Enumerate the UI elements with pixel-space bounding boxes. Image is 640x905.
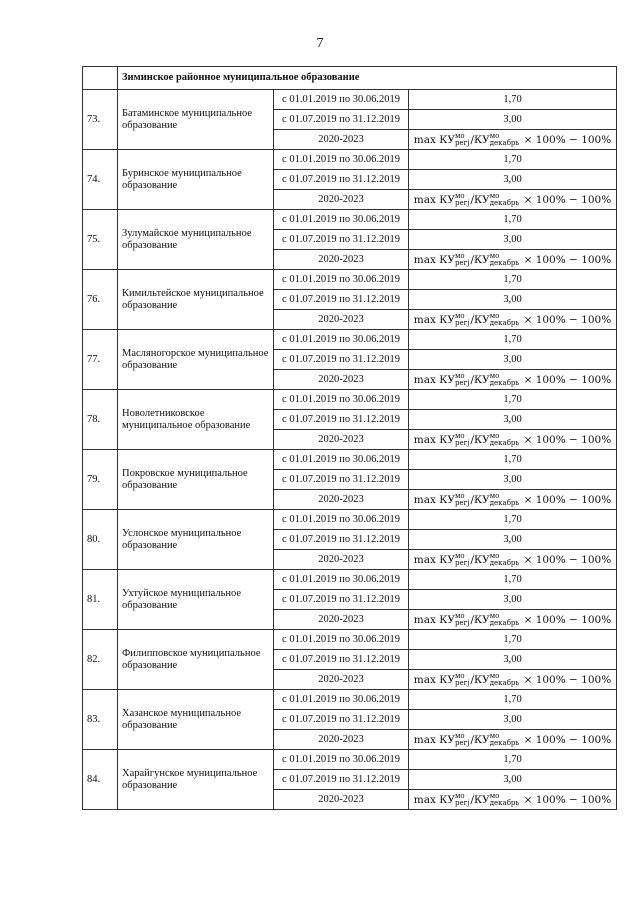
formula	[413, 131, 612, 147]
period-second-half-2019: с 01.07.2019 по 31.12.2019	[274, 290, 409, 310]
formula-sup: мо	[454, 491, 465, 500]
formula-sup: мо	[454, 731, 465, 740]
row-number: 73.	[83, 90, 118, 150]
formula	[413, 791, 612, 807]
formula	[413, 611, 612, 627]
period-second-half-2019: с 01.07.2019 по 31.12.2019	[274, 710, 409, 730]
formula-sub-reg: регj	[454, 678, 470, 687]
period-second-half-2019: с 01.07.2019 по 31.12.2019	[274, 770, 409, 790]
municipality-name: Зулумайское муниципальное образование	[118, 210, 274, 270]
formula-sub-dec: декабрь	[489, 498, 520, 507]
period-second-half-2019: с 01.07.2019 по 31.12.2019	[274, 350, 409, 370]
formula-prefix: max КУ	[413, 613, 455, 626]
municipality-name: Покровское муниципальное образование	[118, 450, 274, 510]
coefficient-formula	[409, 130, 617, 150]
formula-tail: × 100% − 100%	[523, 673, 612, 686]
formula-index-reg	[455, 553, 469, 567]
formula-sup: мо	[454, 791, 465, 800]
coefficient-second-half-2019: 3,00	[409, 590, 617, 610]
period-2020-2023: 2020-2023	[274, 550, 409, 570]
coefficient-formula	[409, 370, 617, 390]
coefficient-second-half-2019: 3,00	[409, 230, 617, 250]
formula-sub-dec: декабрь	[489, 798, 520, 807]
formula-tail: × 100% − 100%	[523, 613, 612, 626]
table-row	[83, 270, 617, 290]
period-2020-2023: 2020-2023	[274, 670, 409, 690]
coefficient-first-half-2019: 1,70	[409, 90, 617, 110]
period-first-half-2019: с 01.01.2019 по 30.06.2019	[274, 750, 409, 770]
formula	[413, 251, 612, 267]
formula-sup: мо	[454, 611, 465, 620]
formula-index-reg	[455, 493, 469, 507]
row-number: 75.	[83, 210, 118, 270]
formula-sub-reg: регj	[454, 198, 470, 207]
period-2020-2023: 2020-2023	[274, 190, 409, 210]
coefficient-second-half-2019: 3,00	[409, 110, 617, 130]
formula-prefix: max КУ	[413, 373, 455, 386]
formula-index-dec	[490, 313, 520, 327]
municipality-name: Новолетниковское муниципальное образование	[118, 390, 274, 450]
formula-index-dec	[490, 493, 520, 507]
formula-tail: × 100% − 100%	[523, 433, 612, 446]
coefficient-first-half-2019: 1,70	[409, 510, 617, 530]
formula-index-dec	[490, 733, 520, 747]
municipality-name: Масляногорское муниципальное образование	[118, 330, 274, 390]
formula-sub-reg: регj	[454, 798, 470, 807]
municipality-name: Буринское муниципальное образование	[118, 150, 274, 210]
row-number: 84.	[83, 750, 118, 810]
formula-sup: мо	[489, 551, 500, 560]
coefficient-formula	[409, 610, 617, 630]
coefficient-formula	[409, 430, 617, 450]
formula-sup: мо	[454, 431, 465, 440]
formula-sup: мо	[489, 311, 500, 320]
formula-slash: /КУ	[470, 733, 490, 746]
formula-prefix: max КУ	[413, 553, 455, 566]
period-second-half-2019: с 01.07.2019 по 31.12.2019	[274, 110, 409, 130]
formula-prefix: max КУ	[413, 433, 455, 446]
formula-index-dec	[490, 193, 520, 207]
period-second-half-2019: с 01.07.2019 по 31.12.2019	[274, 530, 409, 550]
coefficient-first-half-2019: 1,70	[409, 210, 617, 230]
coefficient-first-half-2019: 1,70	[409, 450, 617, 470]
formula-sup: мо	[489, 671, 500, 680]
coefficient-second-half-2019: 3,00	[409, 170, 617, 190]
formula-sup: мо	[454, 191, 465, 200]
row-number: 83.	[83, 690, 118, 750]
formula	[413, 731, 612, 747]
period-first-half-2019: с 01.01.2019 по 30.06.2019	[274, 630, 409, 650]
formula-slash: /КУ	[470, 613, 490, 626]
formula-sup: мо	[454, 311, 465, 320]
table-row	[83, 90, 617, 110]
table-row	[83, 690, 617, 710]
formula-index-dec	[490, 433, 520, 447]
formula-sub-dec: декабрь	[489, 198, 520, 207]
formula-index-reg	[455, 613, 469, 627]
row-number: 79.	[83, 450, 118, 510]
formula-sub-dec: декабрь	[489, 618, 520, 627]
formula-prefix: max КУ	[413, 673, 455, 686]
formula-sub-reg: регj	[454, 138, 470, 147]
district-header-row	[83, 67, 617, 90]
formula	[413, 431, 612, 447]
coefficient-formula	[409, 310, 617, 330]
formula-sup: мо	[489, 191, 500, 200]
formula-sup: мо	[454, 371, 465, 380]
formula-sup: мо	[454, 671, 465, 680]
formula-sub-reg: регj	[454, 558, 470, 567]
formula-prefix: max КУ	[413, 313, 455, 326]
row-number: 77.	[83, 330, 118, 390]
tariff-table	[82, 66, 617, 810]
formula-slash: /КУ	[470, 253, 490, 266]
period-second-half-2019: с 01.07.2019 по 31.12.2019	[274, 170, 409, 190]
formula-sup: мо	[489, 131, 500, 140]
formula-sup: мо	[489, 731, 500, 740]
formula-sup: мо	[454, 131, 465, 140]
row-number: 76.	[83, 270, 118, 330]
formula-sup: мо	[454, 551, 465, 560]
period-first-half-2019: с 01.01.2019 по 30.06.2019	[274, 90, 409, 110]
formula-sup: мо	[489, 791, 500, 800]
page-number: 7	[316, 36, 324, 51]
table-row	[83, 570, 617, 590]
period-first-half-2019: с 01.01.2019 по 30.06.2019	[274, 570, 409, 590]
formula-index-dec	[490, 373, 520, 387]
formula-sub-dec: декабрь	[489, 558, 520, 567]
formula-sub-reg: регj	[454, 738, 470, 747]
formula-sub-reg: регj	[454, 438, 470, 447]
period-first-half-2019: с 01.01.2019 по 30.06.2019	[274, 210, 409, 230]
period-first-half-2019: с 01.01.2019 по 30.06.2019	[274, 330, 409, 350]
formula-index-reg	[455, 793, 469, 807]
formula-sub-dec: декабрь	[489, 378, 520, 387]
coefficient-first-half-2019: 1,70	[409, 390, 617, 410]
formula-slash: /КУ	[470, 673, 490, 686]
coefficient-first-half-2019: 1,70	[409, 630, 617, 650]
formula	[413, 371, 612, 387]
formula-sub-reg: регj	[454, 618, 470, 627]
formula-index-reg	[455, 373, 469, 387]
coefficient-second-half-2019: 3,00	[409, 650, 617, 670]
formula-index-dec	[490, 793, 520, 807]
municipality-name: Ухтуйское муниципальное образование	[118, 570, 274, 630]
formula-slash: /КУ	[470, 553, 490, 566]
formula-index-reg	[455, 433, 469, 447]
formula-index-dec	[490, 553, 520, 567]
formula-tail: × 100% − 100%	[523, 313, 612, 326]
formula-slash: /КУ	[470, 373, 490, 386]
coefficient-first-half-2019: 1,70	[409, 750, 617, 770]
formula-sub-dec: декабрь	[489, 258, 520, 267]
formula-sup: мо	[489, 371, 500, 380]
row-number: 80.	[83, 510, 118, 570]
formula-sup: мо	[454, 251, 465, 260]
formula-prefix: max КУ	[413, 193, 455, 206]
coefficient-first-half-2019: 1,70	[409, 150, 617, 170]
coefficient-formula	[409, 670, 617, 690]
coefficient-second-half-2019: 3,00	[409, 410, 617, 430]
formula-index-dec	[490, 673, 520, 687]
formula-prefix: max КУ	[413, 253, 455, 266]
formula-slash: /КУ	[470, 313, 490, 326]
period-first-half-2019: с 01.01.2019 по 30.06.2019	[274, 510, 409, 530]
formula-tail: × 100% − 100%	[523, 493, 612, 506]
coefficient-first-half-2019: 1,70	[409, 330, 617, 350]
period-2020-2023: 2020-2023	[274, 250, 409, 270]
formula-sub-dec: декабрь	[489, 438, 520, 447]
formula-index-reg	[455, 193, 469, 207]
formula	[413, 311, 612, 327]
period-2020-2023: 2020-2023	[274, 430, 409, 450]
formula-sub-dec: декабрь	[489, 138, 520, 147]
coefficient-first-half-2019: 1,70	[409, 690, 617, 710]
formula-tail: × 100% − 100%	[523, 193, 612, 206]
formula-index-dec	[490, 133, 520, 147]
coefficient-second-half-2019: 3,00	[409, 770, 617, 790]
period-first-half-2019: с 01.01.2019 по 30.06.2019	[274, 150, 409, 170]
formula-sup: мо	[489, 611, 500, 620]
district-header-blank-cell	[83, 67, 118, 90]
formula-index-dec	[490, 253, 520, 267]
row-number: 74.	[83, 150, 118, 210]
tariff-table-body	[83, 67, 617, 810]
period-second-half-2019: с 01.07.2019 по 31.12.2019	[274, 590, 409, 610]
table-row	[83, 330, 617, 350]
formula-sub-dec: декабрь	[489, 738, 520, 747]
coefficient-formula	[409, 250, 617, 270]
table-row	[83, 630, 617, 650]
period-first-half-2019: с 01.01.2019 по 30.06.2019	[274, 270, 409, 290]
period-2020-2023: 2020-2023	[274, 730, 409, 750]
period-2020-2023: 2020-2023	[274, 370, 409, 390]
municipality-name: Филипповское муниципальное образование	[118, 630, 274, 690]
formula-tail: × 100% − 100%	[523, 793, 612, 806]
formula-prefix: max КУ	[413, 733, 455, 746]
period-2020-2023: 2020-2023	[274, 790, 409, 810]
formula-sub-dec: декабрь	[489, 318, 520, 327]
period-first-half-2019: с 01.01.2019 по 30.06.2019	[274, 390, 409, 410]
municipality-name: Батаминское муниципальное образование	[118, 90, 274, 150]
period-first-half-2019: с 01.01.2019 по 30.06.2019	[274, 690, 409, 710]
row-number: 81.	[83, 570, 118, 630]
formula-sub-dec: декабрь	[489, 678, 520, 687]
period-second-half-2019: с 01.07.2019 по 31.12.2019	[274, 410, 409, 430]
table-row	[83, 510, 617, 530]
formula	[413, 551, 612, 567]
row-number: 82.	[83, 630, 118, 690]
formula-prefix: max КУ	[413, 793, 455, 806]
row-number: 78.	[83, 390, 118, 450]
formula-sub-reg: регj	[454, 258, 470, 267]
period-second-half-2019: с 01.07.2019 по 31.12.2019	[274, 470, 409, 490]
formula-sub-reg: регj	[454, 318, 470, 327]
formula-slash: /КУ	[470, 493, 490, 506]
formula-slash: /КУ	[470, 133, 490, 146]
table-row	[83, 750, 617, 770]
table-row	[83, 450, 617, 470]
formula-sup: мо	[489, 491, 500, 500]
period-first-half-2019: с 01.01.2019 по 30.06.2019	[274, 450, 409, 470]
coefficient-formula	[409, 730, 617, 750]
formula-index-reg	[455, 253, 469, 267]
formula	[413, 191, 612, 207]
coefficient-first-half-2019: 1,70	[409, 570, 617, 590]
formula-index-reg	[455, 673, 469, 687]
formula-index-reg	[455, 733, 469, 747]
municipality-name: Услонское муниципальное образование	[118, 510, 274, 570]
formula-slash: /КУ	[470, 793, 490, 806]
municipality-name: Кимильтейское муниципальное образование	[118, 270, 274, 330]
period-2020-2023: 2020-2023	[274, 130, 409, 150]
formula-sup: мо	[489, 431, 500, 440]
coefficient-second-half-2019: 3,00	[409, 470, 617, 490]
period-2020-2023: 2020-2023	[274, 610, 409, 630]
coefficient-second-half-2019: 3,00	[409, 530, 617, 550]
coefficient-second-half-2019: 3,00	[409, 350, 617, 370]
formula-tail: × 100% − 100%	[523, 253, 612, 266]
coefficient-formula	[409, 190, 617, 210]
formula-index-dec	[490, 613, 520, 627]
period-2020-2023: 2020-2023	[274, 490, 409, 510]
formula-slash: /КУ	[470, 433, 490, 446]
period-second-half-2019: с 01.07.2019 по 31.12.2019	[274, 230, 409, 250]
table-row	[83, 150, 617, 170]
formula-sub-reg: регj	[454, 378, 470, 387]
table-row	[83, 210, 617, 230]
formula-tail: × 100% − 100%	[523, 133, 612, 146]
formula-prefix: max КУ	[413, 133, 455, 146]
municipality-name: Харайгунское муниципальное образование	[118, 750, 274, 810]
formula-tail: × 100% − 100%	[523, 733, 612, 746]
district-title: Зиминское районное муниципальное образование	[118, 67, 617, 90]
formula-sub-reg: регj	[454, 498, 470, 507]
formula-tail: × 100% − 100%	[523, 373, 612, 386]
period-2020-2023: 2020-2023	[274, 310, 409, 330]
formula	[413, 491, 612, 507]
formula-sup: мо	[489, 251, 500, 260]
coefficient-second-half-2019: 3,00	[409, 710, 617, 730]
coefficient-formula	[409, 790, 617, 810]
coefficient-formula	[409, 490, 617, 510]
formula-prefix: max КУ	[413, 493, 455, 506]
formula-index-reg	[455, 313, 469, 327]
formula	[413, 671, 612, 687]
coefficient-second-half-2019: 3,00	[409, 290, 617, 310]
formula-slash: /КУ	[470, 193, 490, 206]
formula-tail: × 100% − 100%	[523, 553, 612, 566]
formula-index-reg	[455, 133, 469, 147]
municipality-name: Хазанское муниципальное образование	[118, 690, 274, 750]
coefficient-formula	[409, 550, 617, 570]
period-second-half-2019: с 01.07.2019 по 31.12.2019	[274, 650, 409, 670]
coefficient-first-half-2019: 1,70	[409, 270, 617, 290]
table-row	[83, 390, 617, 410]
